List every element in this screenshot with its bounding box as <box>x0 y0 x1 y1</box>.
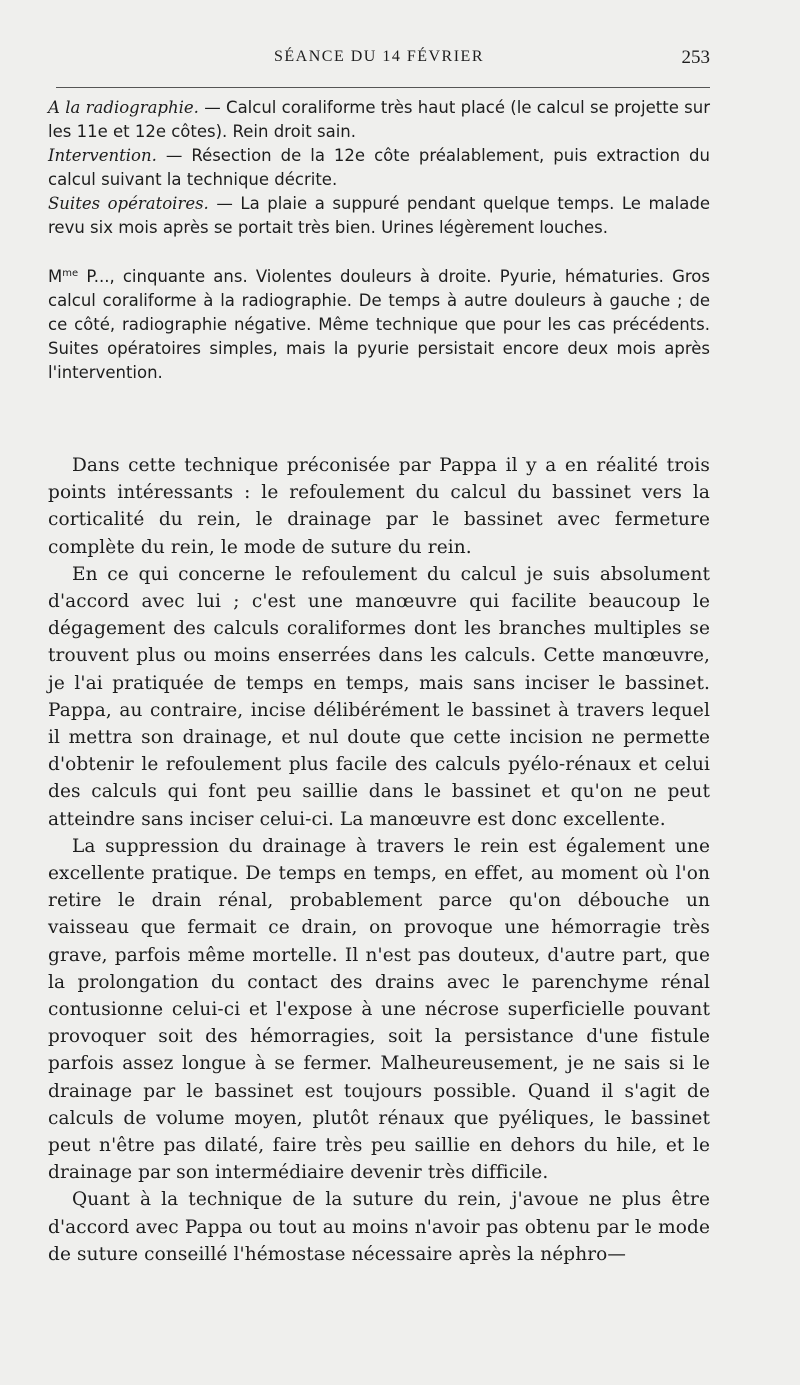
intervention-text: — Résection de la 12e côte préalablement, puis extraction du calcul suivant la technique décrite. <box>48 146 710 189</box>
paragraph-2: En ce qui concerne le refoulement du calcul je suis absolument d'accord avec lui ; c'est une manœuvre qui facilite beaucoup le dégagement des calculs coraliformes dont les branches multiples se trouvent plus ou moins enserrées dans les calculs. Cette manœuvre, je l'ai pratiquée de temps en temps, mais sans inciser le bassinet. Pappa, au contraire, incise délibérément le bassinet à travers lequel il mettra son drainage, et nul doute que cette incision ne permette d'obtenir le refoulement plus facile des calculs pyélo-rénaux et celui des calculs qui font peu saillie dans le bassinet et qu'on ne peut atteindre sans inciser celui-ci. La manœuvre est donc excellente. <box>48 563 710 830</box>
radiographie-label: A la radiographie. <box>48 98 199 117</box>
paragraph-3: La suppression du drainage à travers le rein est également une excellente pratique. De temps en temps, en effet, au moment où l'on retire le drain rénal, probablement parce qu'on débouche un vaisseau que fermait ce drain, on provoque une hémorragie très grave, parfois même mortelle. Il n'est pas douteux, d'autre part, que la prolongation du contact des drains avec le parenchyme rénal contusionne celui-ci et l'expose à une nécrose superficielle pouvant provoquer soit des hémorragies, soit la persistance d'une fistule parfois assez longue à se fermer. Malheureusement, je ne sais si le drainage par le bassinet est toujours possible. Quand il s'agit de calculs de volume moyen, plutôt rénaux que pyéliques, le bassinet peut n'être pas dilaté, faire très peu saillie en dehors du hile, et le drainage par son intermédiaire devenir très difficile. <box>48 835 710 1184</box>
page-header <box>48 48 710 70</box>
discussion-text <box>48 452 710 1268</box>
patient-paragraph <box>48 262 710 385</box>
suites-paragraph <box>48 192 710 240</box>
intervention-label: Intervention. <box>48 146 157 165</box>
intervention-paragraph <box>48 144 710 192</box>
patient-prefix: M <box>48 267 63 286</box>
suites-label: Suites opératoires. <box>48 194 209 213</box>
patient-sup: me <box>62 268 79 279</box>
paragraph-1: Dans cette technique préconisée par Pappa il y a en réalité trois points intéressants : le refoulement du calcul du bassinet vers la corticalité du rein, le drainage par le bassinet avec fermeture complète du rein, le mode de suture du rein. <box>48 455 710 558</box>
running-head: SÉANCE DU 14 FÉVRIER <box>273 48 484 65</box>
header-rule <box>56 87 710 88</box>
radiographie-paragraph <box>48 96 710 144</box>
radiographie-text: — Calcul coraliforme très haut placé (le calcul se projette sur les 11e et 12e côtes). Rein droit sain. <box>48 98 711 141</box>
patient-text: P..., cinquante ans. Violentes douleurs à droite. Pyurie, hématuries. Gros calcul coraliforme à la radiographie. De temps à autre douleurs à gauche ; de ce côté, radiographie négative. Même technique que pour les cas précédents. Suites opératoires simples, mais la pyurie persistait encore deux mois après l'intervention. <box>48 267 710 382</box>
suites-text: — La plaie a suppuré pendant quelque temps. Le malade revu six mois après se portait très bien. Urines légèrement louches. <box>48 194 710 237</box>
page-number: 253 <box>681 47 710 68</box>
case-report <box>48 96 710 385</box>
paragraph-4: Quant à la technique de la suture du rein, j'avoue ne plus être d'accord avec Pappa ou tout au moins n'avoir pas obtenu par le mode de suture conseillé l'hémostase nécessaire après la néphro— <box>48 1189 710 1265</box>
